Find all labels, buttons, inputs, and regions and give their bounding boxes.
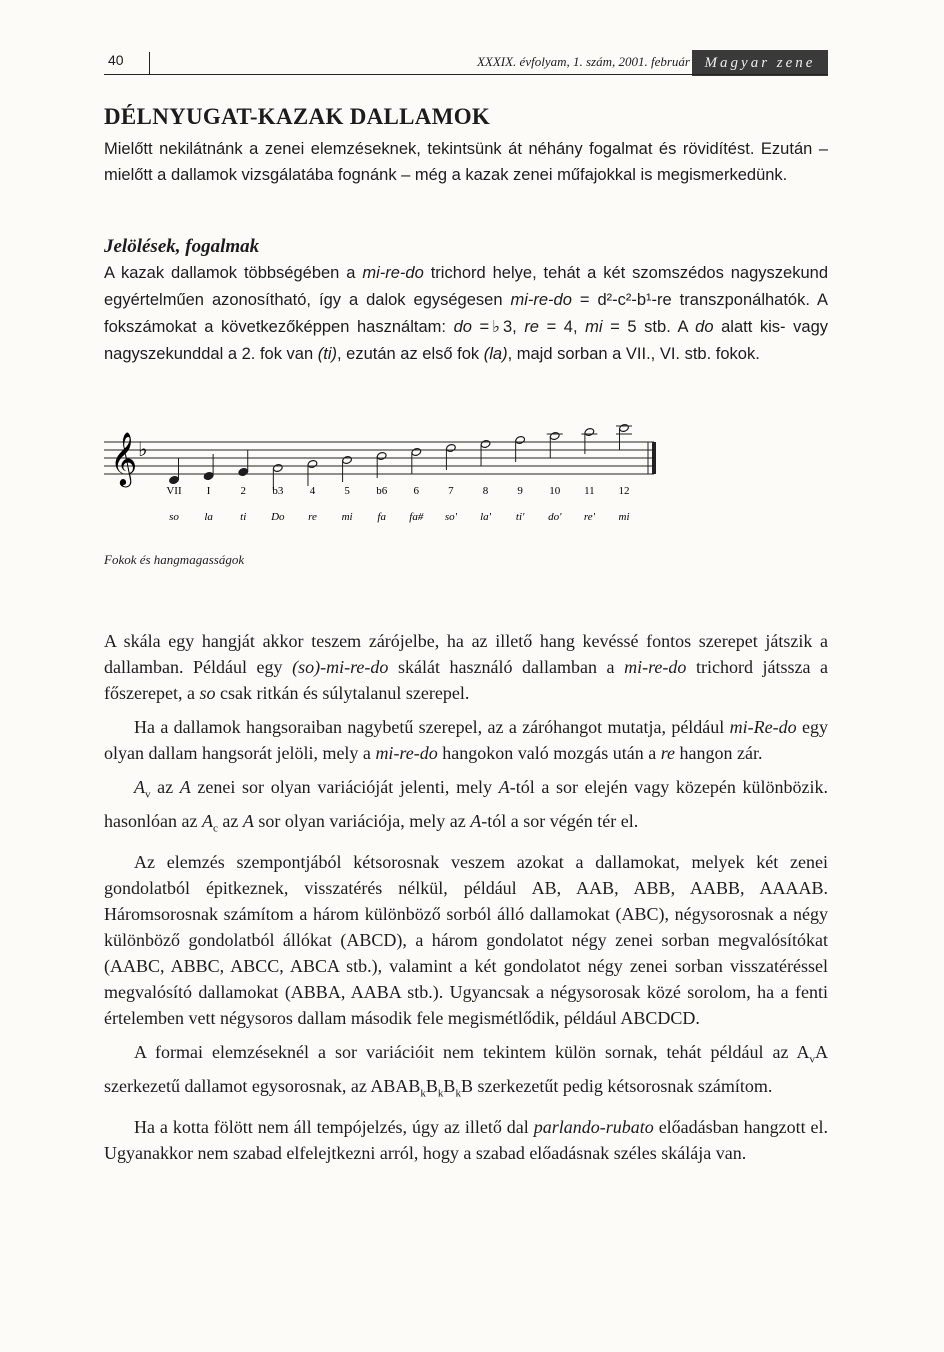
body-text: [104, 628, 828, 1174]
degree-label: 5: [344, 485, 350, 497]
running-header: [104, 50, 828, 80]
paragraph: Az elemzés szempontjából kétsorosnak veszem azokat a dallamokat, melyek két zenei gondolatból épitkeznek, visszatérés nélkül, például AB, AAB, ABB, AABB, AAAAB. Háromsorosnak számítom a három különböző sorból álló dallamokat (ABC), négysorosnak a négy különböző gondolatból állókat (ABCD), a három gondolatot négy zenei sorban megvalósítókat (AABC, ABBC, ABCC, ABCA stb.), valamint a két gondolatot négy zenei sorban visszatéréssel megvalósító dallamokat (ABBA, AABA stb.). Ugyancsak a négysorosak közé sorolom, ha a fenti értelemben vett négysoros dallam második fele megismétlődik, például ABCDCD.: [104, 852, 828, 1029]
figure-caption: Fokok és hangmagasságok: [104, 552, 245, 567]
note-head: [411, 447, 422, 456]
paragraph: $A_v$ az A zenei sor olyan variációját jelenti, mely A-tól a sor elején vagy közepén különbözik. hasonlóan az $A_c$ az A sor olyan variációja, mely az A-tól a sor végén tér el.: [104, 777, 829, 835]
syllable-label: re: [308, 511, 317, 523]
syllable-label: do': [548, 511, 562, 523]
degree-label: 2: [240, 485, 246, 497]
note-head: [203, 471, 214, 480]
degree-label: 4: [309, 485, 316, 497]
note-head: [273, 463, 284, 472]
note-head: [342, 455, 353, 464]
note-head: [446, 443, 457, 452]
article-title: DÉLNYUGAT-KAZAK DALLAMOK: [104, 104, 491, 129]
syllable-label: Do: [271, 511, 285, 523]
degree-label: b6: [376, 485, 388, 497]
journal-badge: Magyar zene: [692, 50, 828, 76]
syllable-label: la: [204, 511, 213, 523]
degree-label: 6: [413, 485, 420, 497]
note-head: [169, 475, 180, 484]
paragraph: Ha a kotta fölött nem áll tempójelzés, úgy az illető dal parlando-rubato előadásban hangzott el. Ugyanakkor nem szabad elfelejtkezni arról, hogy a szabad előadásnak széles skálája van.: [104, 1117, 829, 1164]
syllable-label: re': [583, 511, 595, 523]
note-head: [480, 439, 491, 448]
syllable-label: la': [480, 511, 491, 523]
degree-label: VII: [166, 485, 182, 497]
degree-label: 9: [517, 485, 523, 497]
page-number: 40: [108, 52, 124, 68]
paragraph: Ha a dallamok hangsoraiban nagybetű szerepel, az a záróhangot mutatja, például mi-Re-do egy olyan dallam hangsorát jelöli, mely a mi-re-do hangokon való mozgás után a re hangon zár.: [104, 717, 828, 763]
note-head: [515, 435, 526, 444]
note-head: [238, 467, 249, 476]
flat-sign-icon: ♭: [138, 437, 148, 461]
header-divider: [149, 52, 150, 75]
note-head: [307, 459, 318, 468]
degree-label: 7: [448, 485, 454, 497]
note-head: [376, 451, 387, 460]
syllable-label: ti: [240, 511, 247, 523]
syllable-label: ti': [515, 511, 525, 523]
scale-staff: [104, 412, 664, 572]
degree-label: 12: [618, 485, 630, 497]
syllable-label: mi: [341, 511, 353, 523]
notation-paragraph: A kazak dallamok többségében a mi-re-do trichord helye, tehát a két szomszédos nagyszekund egyértelműen azonosítható, így a dalok egységesen mi-re-do = d²-c²-b¹-re transzponálhatók. A fokszámokat a következőképpen használtam: do =♭3, re = 4, mi = 5 stb. A do alatt kis- vagy nagyszekunddal a 2. fok van (ti), ezután az első fok (la), majd sorban a VII., VI. stb. fokok.: [104, 264, 828, 363]
note-head: [584, 427, 595, 436]
header-rule: [104, 74, 828, 75]
degree-label: 11: [584, 485, 595, 497]
syllable-label: mi: [618, 511, 630, 523]
degree-label: 8: [482, 485, 489, 497]
syllable-label: so: [169, 511, 179, 523]
degree-label: I: [206, 485, 211, 497]
syllable-label: so': [444, 511, 457, 523]
syllable-label: fa: [377, 511, 386, 523]
paragraph: A skála egy hangját akkor teszem zárójelbe, ha az illető hang kevéssé fontos szerepet játszik a dallamban. Például egy (so)-mi-re-do skálát használó dallamban a mi-re-do trichord játssza a főszerepet, a so csak ritkán és súlytalanul szerepel.: [104, 631, 829, 703]
treble-clef-icon: 𝄞: [110, 431, 138, 485]
section-title: Jelölések, fogalmak: [104, 236, 260, 257]
degree-label: b3: [272, 485, 284, 497]
syllable-label: fa#: [409, 511, 424, 523]
note-head: [549, 431, 560, 440]
paragraph: A formai elemzéseknél a sor variációit nem tekintem külön sornak, tehát például az $A_vA$ szerkezetű dallamot egysorosnak, az $ABAB_kB_kB_kB$ szerkezetűt pedig kétsorosnak számítom.: [104, 1042, 828, 1100]
note-head: [619, 423, 630, 432]
issue-info: XXXIX. évfolyam, 1. szám, 2001. február: [476, 54, 690, 69]
degree-label: 10: [549, 485, 561, 497]
intro-paragraph: Mielőtt nekilátnánk a zenei elemzéseknek, tekintsünk át néhány fogalmat és rövidítést. Ezután – mielőtt a dallamok vizsgálatába fognánk – még a kazak zenei műfajokkal is megismerkedünk.: [104, 140, 828, 184]
